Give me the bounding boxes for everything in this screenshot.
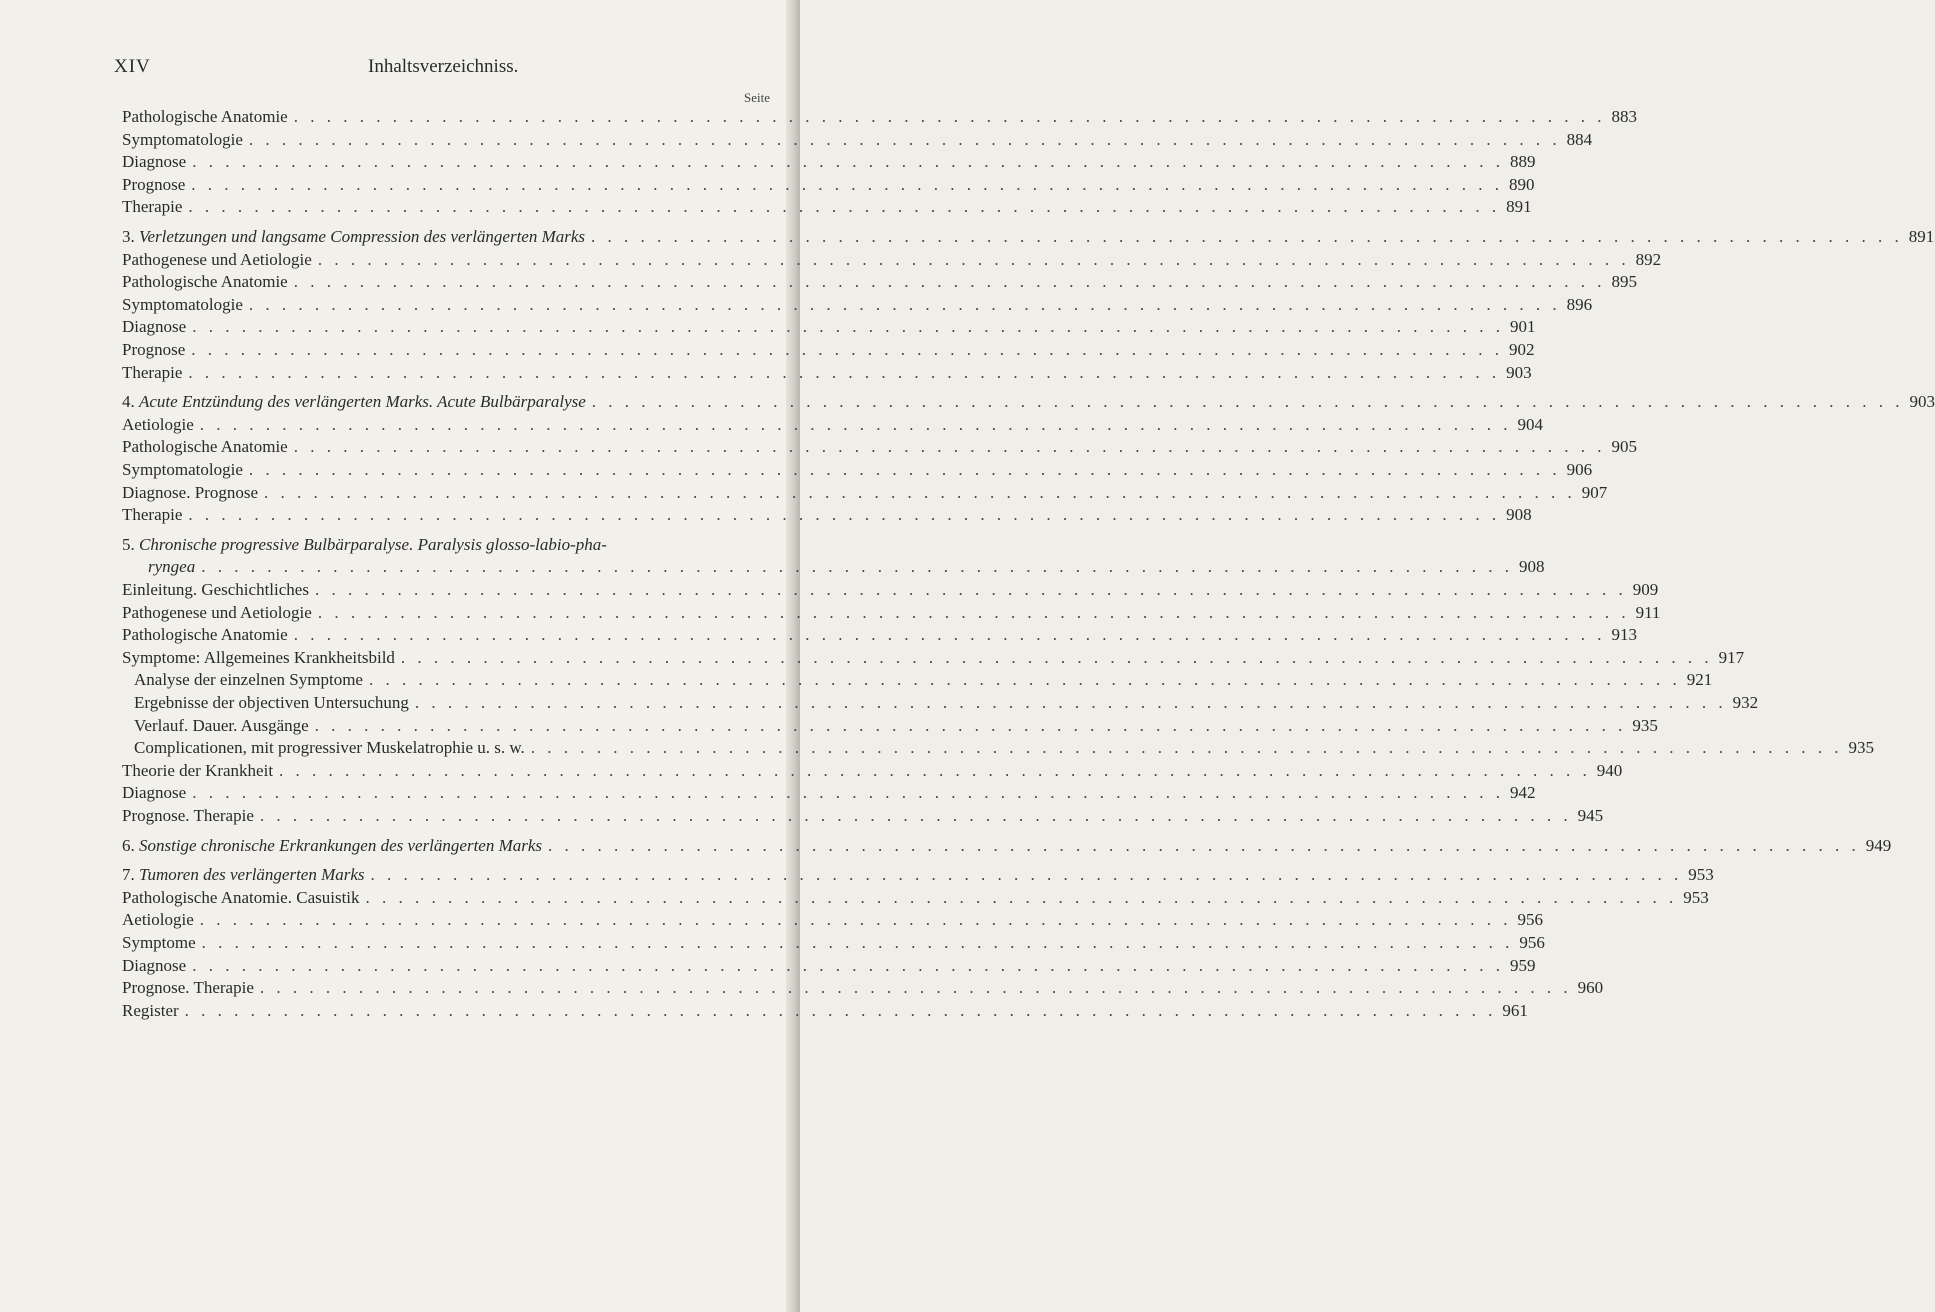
toc-entry-text: Complicationen, mit progressiver Muskelatrophie u. s. w.: [134, 738, 525, 758]
toc-entry-text: Analyse der einzelnen Symptome: [134, 670, 363, 690]
toc-entry-label: [122, 339, 185, 361]
toc-entry-label: [134, 715, 309, 737]
toc-entry: [122, 316, 1536, 338]
leader-dots: . . . . . . . . . . . . . . . . . . . . . . . . . . . . . . . . . . . . . . . . . . . . . . . . . . . . . . . . . . . . . . . . . . . . . . . . . . . . . . . .: [368, 670, 1681, 690]
leader-dots: . . . . . . . . . . . . . . . . . . . . . . . . . . . . . . . . . . . . . . . . . . . . . . . . . . . . . . . . . . . . . . . . . . . . . . . . . . . . . . . .: [248, 460, 1561, 479]
toc-entry: [122, 602, 1661, 624]
seite-column-label: Seite: [744, 90, 770, 105]
toc-entry-label: [122, 316, 186, 338]
toc-entry-text: Symptomatologie: [122, 129, 243, 149]
toc-entry-label: [122, 174, 185, 196]
toc-entry-label: [122, 459, 243, 481]
toc-entry-label: [122, 624, 288, 646]
toc-page-number: 890: [1509, 174, 1535, 194]
toc-entry-label: [122, 249, 312, 271]
toc-entry-label: [134, 692, 409, 714]
leader-dots: . . . . . . . . . . . . . . . . . . . . . . . . . . . . . . . . . . . . . . . . . . . . . . . . . . . . . . . . . . . . . . . . . . . . . . . . . . . . . . . .: [591, 227, 1903, 246]
toc-entry-text: ryngea: [148, 557, 196, 577]
toc-entry-text: Prognose: [122, 174, 186, 194]
toc-entry-text: Prognose: [122, 340, 186, 359]
toc-entry: [134, 715, 1658, 737]
toc-entry-text: Ergebnisse der objectiven Untersuchung: [134, 693, 409, 712]
toc-entry-text: Pathologische Anatomie: [122, 272, 288, 292]
toc-entry-label: [122, 391, 586, 413]
toc-entry: [122, 647, 1745, 669]
leader-dots: . . . . . . . . . . . . . . . . . . . . . . . . . . . . . . . . . . . . . . . . . . . . . . . . . . . . . . . . . . . . . . . . . . . . . . . . . . . . . . . .: [191, 340, 1504, 359]
toc-page-number: 895: [1611, 272, 1637, 292]
leader-dots: . . . . . . . . . . . . . . . . . . . . . . . . . . . . . . . . . . . . . . . . . . . . . . . . . . . . . . . . . . . . . . . . . . . . . . . . . . . . . . . .: [201, 933, 1514, 952]
toc-entry-text: Pathologische Anatomie: [122, 107, 288, 126]
toc-entry-text: Aetiologie: [122, 910, 194, 930]
leader-dots: . . . . . . . . . . . . . . . . . . . . . . . . . . . . . . . . . . . . . . . . . . . . . . . . . . . . . . . . . . . . . . . . . . . . . . . . . . . . . . . .: [263, 482, 1576, 502]
toc-section-number: 7.: [122, 865, 139, 885]
toc-page-number: 940: [1596, 760, 1623, 780]
toc-entry: [122, 129, 1593, 151]
toc-entry-label: [122, 805, 254, 827]
toc-entry-label: [122, 226, 585, 248]
leader-dots: . . . . . . . . . . . . . . . . . . . . . . . . . . . . . . . . . . . . . . . . . . . . . . . . . . . . . . . . . . . . . . . . . . . . . . . . . . . . . . . .: [317, 602, 1630, 622]
toc-page-number: 935: [1632, 715, 1658, 735]
toc-entry: [122, 955, 1536, 977]
toc-entry: [122, 249, 1662, 271]
toc-entry-text: Tumoren des verlängerten Marks: [139, 865, 365, 885]
toc-entry-text: Theorie der Krankheit: [122, 760, 274, 780]
toc-page-number: 903: [1909, 392, 1935, 412]
toc-entry: [122, 414, 1544, 436]
toc-page-number: 909: [1632, 580, 1659, 599]
toc-entry-text: Pathologische Anatomie: [122, 437, 288, 457]
toc-page-number: 942: [1509, 783, 1536, 803]
leader-dots: . . . . . . . . . . . . . . . . . . . . . . . . . . . . . . . . . . . . . . . . . . . . . . . . . . . . . . . . . . . . . . . . . . . . . . . . . . . . . . . .: [192, 317, 1504, 337]
leader-dots: . . . . . . . . . . . . . . . . . . . . . . . . . . . . . . . . . . . . . . . . . . . . . . . . . . . . . . . . . . . . . . . . . . . . . . . . . . . . . . . .: [199, 910, 1512, 930]
toc-entry-label: [122, 955, 186, 977]
toc-entry-text: Diagnose. Prognose: [122, 482, 258, 502]
toc-entry-text: Diagnose: [122, 317, 187, 337]
leader-dots: . . . . . . . . . . . . . . . . . . . . . . . . . . . . . . . . . . . . . . . . . . . . . . . . . . . . . . . . . . . . . . . . . . . . . . . . . . . . . . . .: [184, 1000, 1497, 1020]
toc-entry: [122, 504, 1532, 526]
leader-dots: . . . . . . . . . . . . . . . . . . . . . . . . . . . . . . . . . . . . . . . . . . . . . . . . . . . . . . . . . . . . . . . . . . . . . . . . . . . . . . . .: [548, 835, 1860, 855]
toc-entry-text: Symptome: Allgemeines Krankheitsbild: [122, 647, 395, 667]
toc-entry-label: [122, 647, 395, 669]
toc-entry-label: [122, 887, 360, 909]
toc-entry-label: [122, 835, 542, 857]
leader-dots: . . . . . . . . . . . . . . . . . . . . . . . . . . . . . . . . . . . . . . . . . . . . . . . . . . . . . . . . . . . . . . . . . . . . . . . . . . . . . . . .: [259, 978, 1572, 998]
toc-entry: [122, 459, 1593, 481]
leader-dots: . . . . . . . . . . . . . . . . . . . . . . . . . . . . . . . . . . . . . . . . . . . . . . . . . . . . . . . . . . . . . . . . . . . . . . . . . . . . . . . .: [259, 806, 1572, 825]
leader-dots: . . . . . . . . . . . . . . . . . . . . . . . . . . . . . . . . . . . . . . . . . . . . . . . . . . . . . . . . . . . . . . . . . . . . . . . . . . . . . . . .: [192, 955, 1504, 975]
leader-dots: . . . . . . . . . . . . . . . . . . . . . . . . . . . . . . . . . . . . . . . . . . . . . . . . . . . . . . . . . . . . . . . . . . . . . . . . . . . . . . . .: [248, 294, 1561, 314]
toc-page-number: 905: [1611, 437, 1637, 457]
toc-page-number: 953: [1688, 865, 1714, 885]
toc-entry-text: Aetiologie: [122, 414, 194, 434]
toc-entry-label: [122, 482, 258, 504]
toc-section-heading: [122, 391, 1935, 413]
toc-page-number: 906: [1566, 460, 1593, 479]
toc-page-number: 961: [1502, 1000, 1528, 1020]
toc-page-number: 908: [1506, 505, 1532, 525]
toc-entry-text: Sonstige chronische Erkrankungen des verlängerten Marks: [139, 835, 543, 855]
leader-dots: . . . . . . . . . . . . . . . . . . . . . . . . . . . . . . . . . . . . . . . . . . . . . . . . . . . . . . . . . . . . . . . . . . . . . . . . . . . . . . . .: [591, 392, 1904, 412]
toc-entry-label: [122, 362, 182, 384]
toc-page-number: 935: [1848, 738, 1875, 758]
toc-page-number: 901: [1509, 317, 1536, 337]
toc-entry-text: Therapie: [122, 197, 183, 217]
toc-page-number: 913: [1611, 625, 1637, 645]
leader-dots: . . . . . . . . . . . . . . . . . . . . . . . . . . . . . . . . . . . . . . . . . . . . . . . . . . . . . . . . . . . . . . . . . . . . . . . . . . . . . . . .: [192, 152, 1504, 172]
toc-page-number: 902: [1509, 340, 1535, 359]
toc-page-number: 892: [1635, 249, 1662, 269]
toc-page-number: 891: [1908, 227, 1935, 246]
toc-entry-label: [122, 760, 273, 782]
toc-entry-text: Therapie: [122, 505, 183, 525]
toc-page-number: 945: [1577, 806, 1604, 825]
toc-page-number: 904: [1517, 414, 1544, 434]
toc-entry-text: Pathologische Anatomie: [122, 625, 288, 645]
toc-section-number: 4.: [122, 392, 139, 412]
toc-page-number: 884: [1566, 129, 1593, 149]
toc-entry-label: [122, 436, 288, 458]
leader-dots: . . . . . . . . . . . . . . . . . . . . . . . . . . . . . . . . . . . . . . . . . . . . . . . . . . . . . . . . . . . . . . . . . . . . . . . . . . . . . . . .: [317, 249, 1630, 269]
toc-page-number: 908: [1518, 557, 1545, 577]
toc-entry-label: [122, 271, 288, 293]
toc-page-number: 956: [1519, 933, 1545, 952]
toc-page-number: 959: [1509, 955, 1536, 975]
toc-entry-label: [122, 129, 243, 151]
toc-page-number: 960: [1577, 978, 1604, 998]
toc-entry: [122, 887, 1709, 909]
page-number-roman: XIV: [114, 56, 151, 77]
toc-entry: [122, 436, 1637, 458]
leader-dots: . . . . . . . . . . . . . . . . . . . . . . . . . . . . . . . . . . . . . . . . . . . . . . . . . . . . . . . . . . . . . . . . . . . . . . . . . . . . . . . .: [188, 197, 1501, 217]
toc-entry: [134, 692, 1759, 714]
toc-entry-text: Symptomatologie: [122, 294, 243, 314]
toc-entry-text: Symptomatologie: [122, 460, 243, 479]
toc-entry: [122, 339, 1535, 361]
toc-entry-text: Register: [122, 1000, 179, 1020]
toc-section-number: 3.: [122, 227, 139, 246]
toc-entry-text: Pathogenese und Aetiologie: [122, 602, 312, 622]
toc-entry-label: [122, 602, 312, 624]
leader-dots: . . . . . . . . . . . . . . . . . . . . . . . . . . . . . . . . . . . . . . . . . . . . . . . . . . . . . . . . . . . . . . . . . . . . . . . . . . . . . . . .: [370, 865, 1683, 885]
toc-entry: [122, 909, 1544, 931]
leader-dots: . . . . . . . . . . . . . . . . . . . . . . . . . . . . . . . . . . . . . . . . . . . . . . . . . . . . . . . . . . . . . . . . . . . . . . . . . . . . . . . .: [191, 174, 1504, 194]
leader-dots: . . . . . . . . . . . . . . . . . . . . . . . . . . . . . . . . . . . . . . . . . . . . . . . . . . . . . . . . . . . . . . . . . . . . . . . . . . . . . . . .: [314, 580, 1627, 599]
toc-section-heading: [122, 226, 1935, 248]
toc-entry-label: [122, 782, 186, 804]
leader-dots: . . . . . . . . . . . . . . . . . . . . . . . . . . . . . . . . . . . . . . . . . . . . . . . . . . . . . . . . . . . . . . . . . . . . . . . . . . . . . . . .: [414, 693, 1727, 712]
leader-dots: . . . . . . . . . . . . . . . . . . . . . . . . . . . . . . . . . . . . . . . . . . . . . . . . . . . . . . . . . . . . . . . . . . . . . . . . . . . . . . . .: [188, 362, 1501, 382]
toc-page-number: 889: [1509, 152, 1536, 172]
toc-entry: [122, 1000, 1528, 1022]
toc-entry-text: Prognose. Therapie: [122, 978, 254, 998]
toc-page-number: 953: [1683, 887, 1709, 907]
toc-page-number: 896: [1566, 294, 1593, 314]
toc-entry-label: [134, 669, 363, 691]
leader-dots: . . . . . . . . . . . . . . . . . . . . . . . . . . . . . . . . . . . . . . . . . . . . . . . . . . . . . . . . . . . . . . . . . . . . . . . . . . . . . . . .: [293, 272, 1606, 292]
toc-entry-text: Pathologische Anatomie. Casuistik: [122, 887, 360, 907]
leader-dots: . . . . . . . . . . . . . . . . . . . . . . . . . . . . . . . . . . . . . . . . . . . . . . . . . . . . . . . . . . . . . . . . . . . . . . . . . . . . . . . .: [192, 783, 1504, 803]
toc-entry-label: [122, 504, 182, 526]
leader-dots: . . . . . . . . . . . . . . . . . . . . . . . . . . . . . . . . . . . . . . . . . . . . . . . . . . . . . . . . . . . . . . . . . . . . . . . . . . . . . . . .: [365, 887, 1678, 907]
toc-heading-line: [122, 534, 607, 556]
leader-dots: . . . . . . . . . . . . . . . . . . . . . . . . . . . . . . . . . . . . . . . . . . . . . . . . . . . . . . . . . . . . . . . . . . . . . . . . . . . . . . . .: [314, 715, 1627, 735]
leader-dots: . . . . . . . . . . . . . . . . . . . . . . . . . . . . . . . . . . . . . . . . . . . . . . . . . . . . . . . . . . . . . . . . . . . . . . . . . . . . . . . .: [201, 557, 1513, 577]
toc-entry-text: Therapie: [122, 362, 183, 382]
toc-entry-text: Diagnose: [122, 783, 187, 803]
toc-entry: [122, 624, 1637, 646]
toc-entry: [122, 579, 1659, 601]
toc-entry: [134, 669, 1713, 691]
toc-entry: [122, 106, 1637, 128]
toc-entry-label: [122, 414, 194, 436]
toc-entry: [122, 482, 1608, 504]
toc-entry: [122, 294, 1593, 316]
toc-entry-label: Chronische progressive Bulbärparalyse. Paralysis glosso-labio-pha-: [139, 534, 607, 554]
leader-dots: . . . . . . . . . . . . . . . . . . . . . . . . . . . . . . . . . . . . . . . . . . . . . . . . . . . . . . . . . . . . . . . . . . . . . . . . . . . . . . . .: [279, 760, 1591, 780]
toc-section-heading: [122, 864, 1714, 886]
toc-page-number: 911: [1635, 602, 1661, 622]
toc-entry: [122, 151, 1536, 173]
toc-entry-label: [122, 909, 194, 931]
toc-page-number: 956: [1517, 910, 1544, 930]
toc-entry: [122, 271, 1637, 293]
toc-entry-text: Einleitung. Geschichtliches: [122, 580, 309, 599]
toc-entry: [134, 737, 1875, 759]
leader-dots: . . . . . . . . . . . . . . . . . . . . . . . . . . . . . . . . . . . . . . . . . . . . . . . . . . . . . . . . . . . . . . . . . . . . . . . . . . . . . . . .: [293, 107, 1606, 126]
toc-entry-text: Symptome: [122, 933, 196, 952]
leader-dots: . . . . . . . . . . . . . . . . . . . . . . . . . . . . . . . . . . . . . . . . . . . . . . . . . . . . . . . . . . . . . . . . . . . . . . . . . . . . . . . .: [188, 505, 1501, 525]
toc-entry-text: Diagnose: [122, 955, 187, 975]
leader-dots: . . . . . . . . . . . . . . . . . . . . . . . . . . . . . . . . . . . . . . . . . . . . . . . . . . . . . . . . . . . . . . . . . . . . . . . . . . . . . . . .: [400, 647, 1713, 667]
toc-entry: [122, 977, 1604, 999]
toc-section-number: 5.: [122, 534, 139, 554]
toc-entry: [122, 932, 1545, 954]
leader-dots: . . . . . . . . . . . . . . . . . . . . . . . . . . . . . . . . . . . . . . . . . . . . . . . . . . . . . . . . . . . . . . . . . . . . . . . . . . . . . . . .: [199, 414, 1512, 434]
toc-page-number: 907: [1581, 482, 1608, 502]
toc-entry: [122, 174, 1535, 196]
toc-entry-label: [122, 864, 365, 886]
toc-entry: [122, 805, 1604, 827]
toc-entry-text: Diagnose: [122, 152, 187, 172]
toc-page-number: 891: [1506, 197, 1532, 217]
toc-entry-label: [122, 294, 243, 316]
toc-entry: [122, 760, 1623, 782]
toc-entry-text: Verlauf. Dauer. Ausgänge: [134, 715, 309, 735]
toc-entry: [148, 556, 1545, 578]
running-title: Inhaltsverzeichniss.: [368, 56, 519, 77]
toc-section-heading: [122, 835, 1892, 857]
toc-page-number: 917: [1718, 647, 1745, 667]
toc-page-number: 949: [1865, 835, 1892, 855]
page-header: [0, 56, 800, 86]
toc-entry-label: [122, 106, 288, 128]
leader-dots: . . . . . . . . . . . . . . . . . . . . . . . . . . . . . . . . . . . . . . . . . . . . . . . . . . . . . . . . . . . . . . . . . . . . . . . . . . . . . . . .: [293, 625, 1606, 645]
leader-dots: . . . . . . . . . . . . . . . . . . . . . . . . . . . . . . . . . . . . . . . . . . . . . . . . . . . . . . . . . . . . . . . . . . . . . . . . . . . . . . . .: [248, 129, 1561, 149]
toc-page-number: 883: [1611, 107, 1637, 126]
toc-entry: [122, 782, 1536, 804]
toc-entry-label: [134, 737, 525, 759]
toc-entry-label: [122, 196, 182, 218]
toc-entry-text: Prognose. Therapie: [122, 806, 254, 825]
toc-entry: [122, 196, 1532, 218]
toc-entry-label: [122, 932, 196, 954]
toc-entry-label: [122, 151, 186, 173]
toc-page-number: 932: [1732, 693, 1759, 712]
toc-entry-text: Verletzungen und langsame Compression des verlängerten Marks: [139, 227, 586, 246]
toc-entry-label: [122, 977, 254, 999]
toc-entry-label: [122, 579, 309, 601]
toc-entry: [122, 362, 1532, 384]
toc-entry-text: Pathogenese und Aetiologie: [122, 249, 312, 269]
toc-page-number: 903: [1506, 362, 1532, 382]
toc-entry-text: Acute Entzündung des verlängerten Marks. Acute Bulbärparalyse: [139, 392, 586, 412]
leader-dots: . . . . . . . . . . . . . . . . . . . . . . . . . . . . . . . . . . . . . . . . . . . . . . . . . . . . . . . . . . . . . . . . . . . . . . . . . . . . . . . .: [293, 437, 1606, 457]
toc-entry-label: [122, 1000, 179, 1022]
toc-section-number: 6.: [122, 835, 139, 855]
toc-page-number: 921: [1686, 670, 1713, 690]
toc-entry-label: [148, 556, 195, 578]
leader-dots: . . . . . . . . . . . . . . . . . . . . . . . . . . . . . . . . . . . . . . . . . . . . . . . . . . . . . . . . . . . . . . . . . . . . . . . . . . . . . . . .: [530, 738, 1843, 758]
